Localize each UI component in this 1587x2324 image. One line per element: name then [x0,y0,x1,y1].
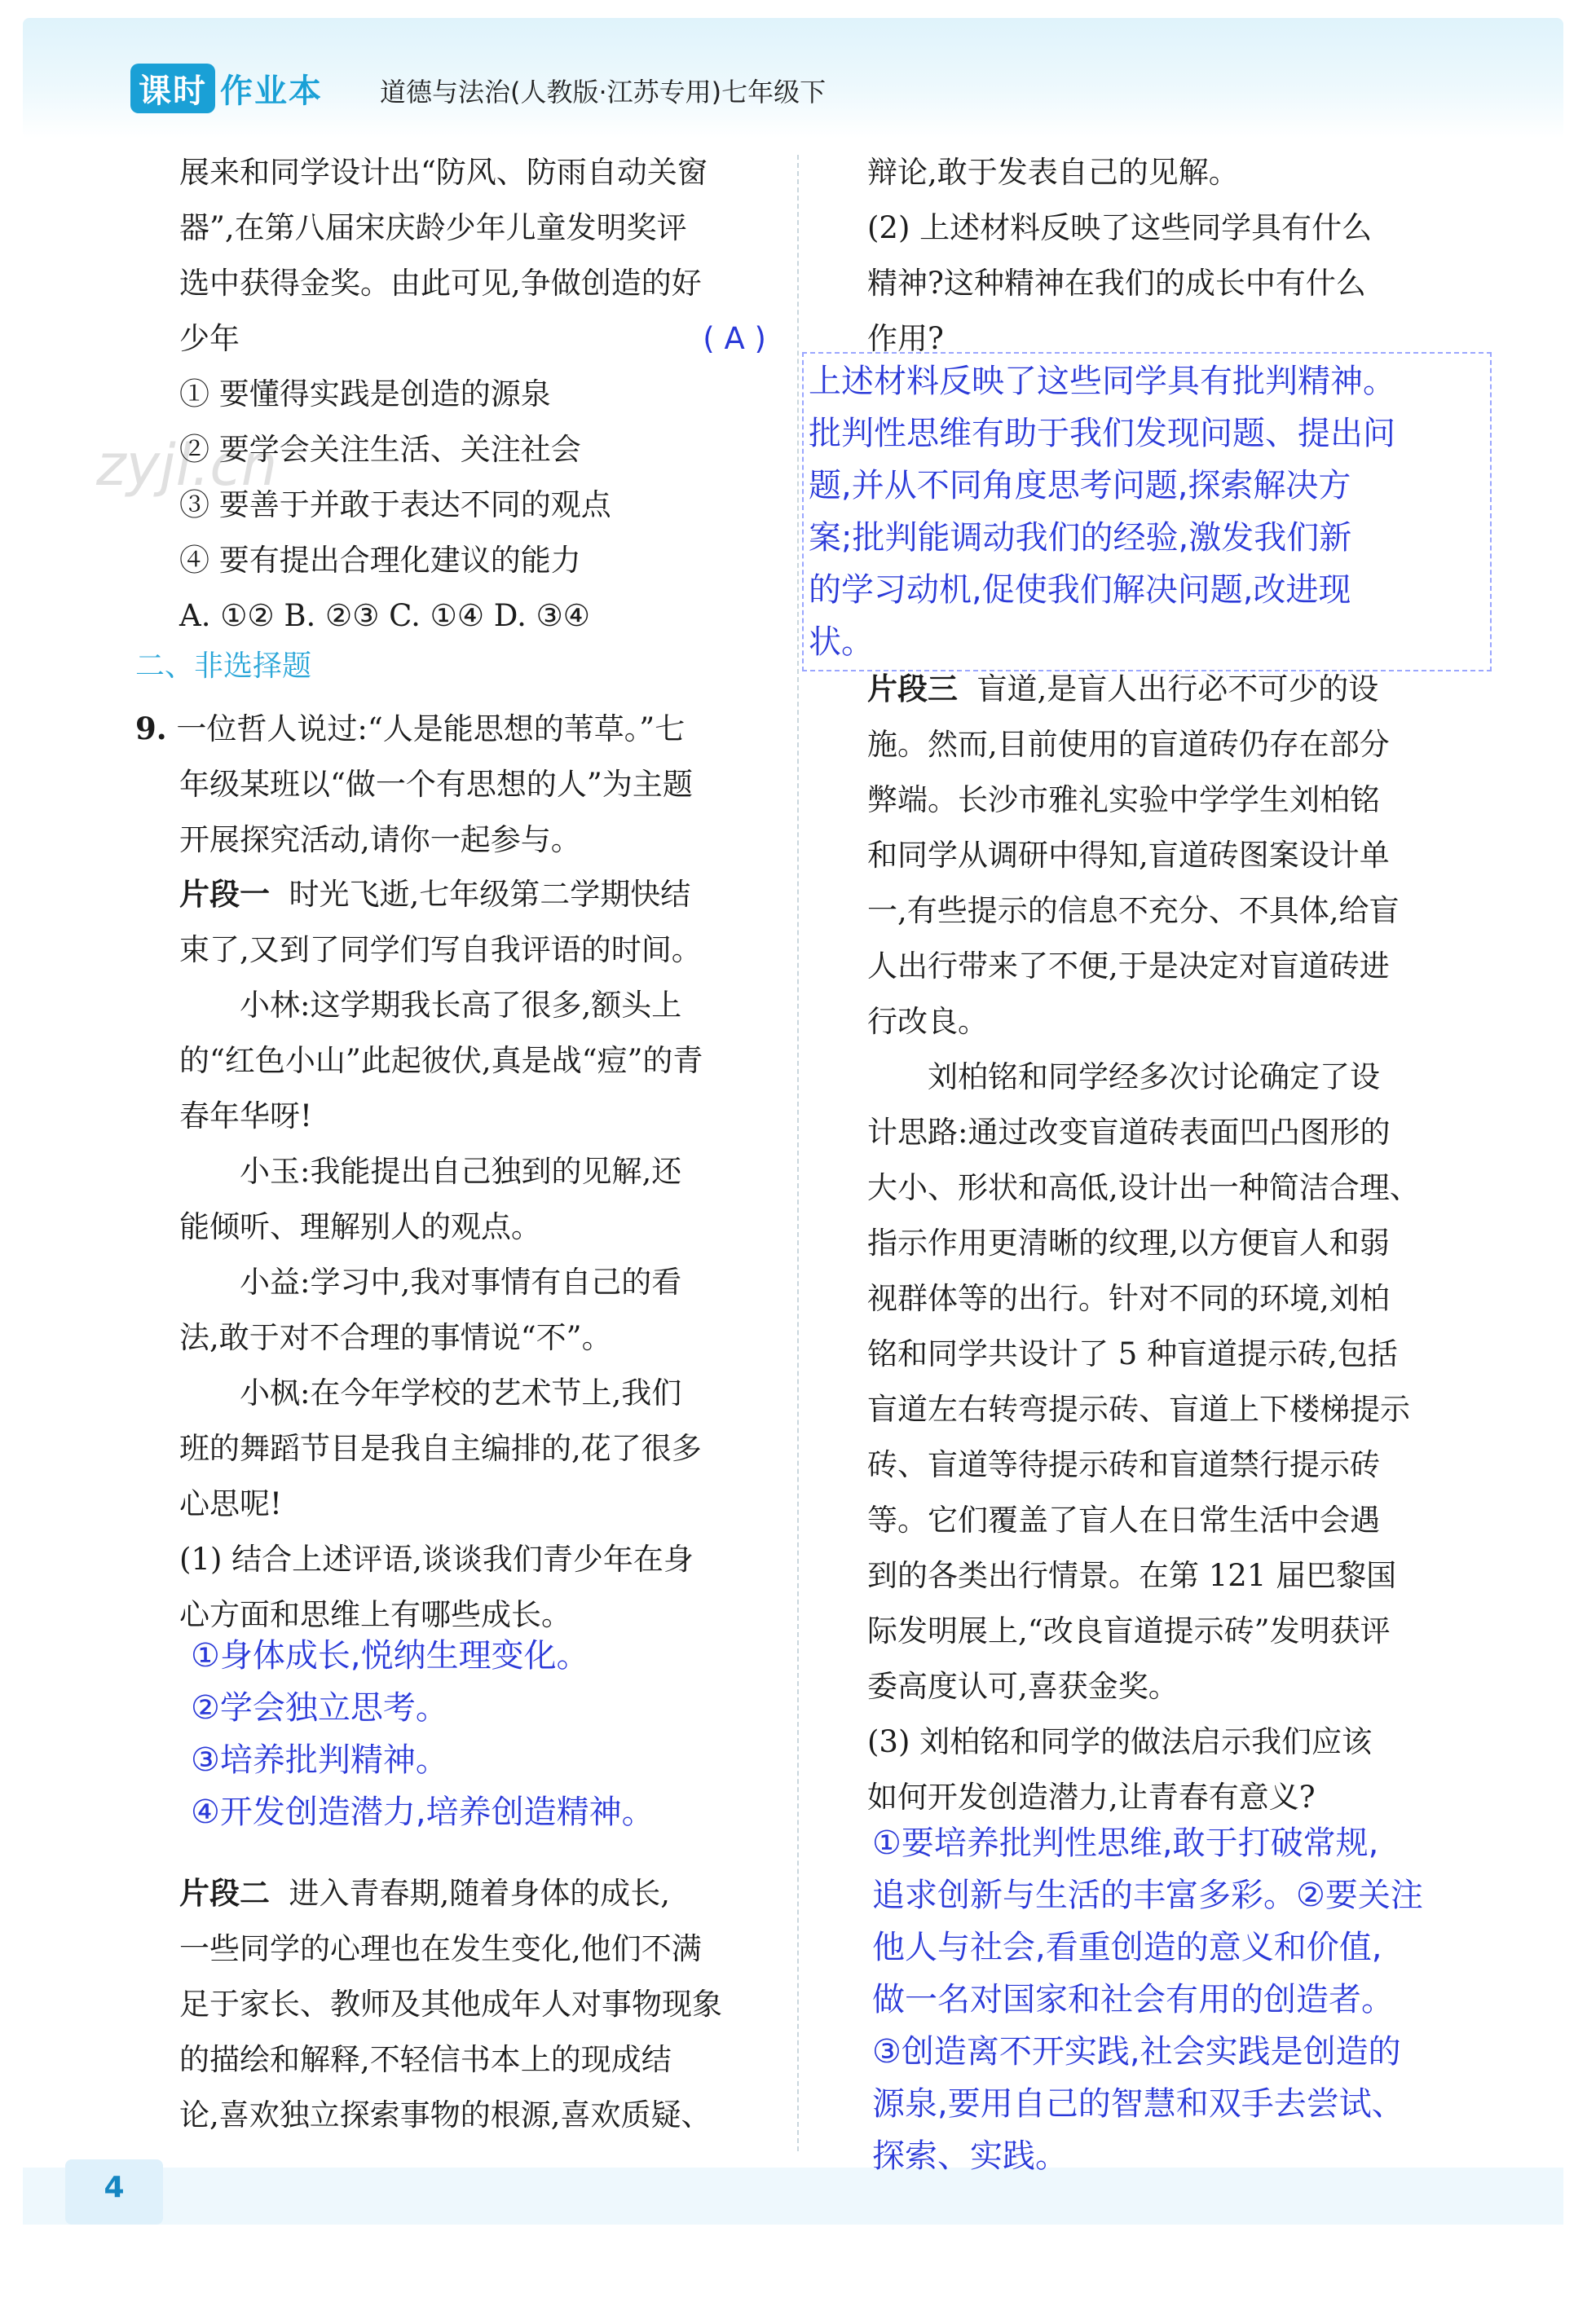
answer-1-line: ②学会独立思考。 [191,1689,448,1727]
frag3-para2-line: 际发明展上,“改良盲道提示砖”发明获评 [867,1613,1391,1648]
feng-line: 心思呢! [179,1486,282,1521]
frag2-line: 足于家长、教师及其他成年人对事物现象 [179,1987,722,2022]
q8-option: ② 要学会关注生活、关注社会 [179,432,581,467]
right-top-line: (2) 上述材料反映了这些同学具有什么 [867,210,1373,245]
frag3-para2-line: 委高度认可,喜获金奖。 [867,1669,1179,1704]
section-title: 二、非选择题 [135,649,312,683]
frag2-text: 进入青春期,随着身体的成长, [289,1876,671,1911]
book-subtitle: 道德与法治(人教版·江苏专用)七年级下 [380,77,827,108]
column-divider [797,155,799,2151]
right-top [867,145,1470,367]
frag1-text: 时光飞逝,七年级第二学期快结 [289,877,691,912]
frag3-para2-line: 等。它们覆盖了盲人在日常生活中会遇 [867,1503,1380,1538]
sub1-line: 心方面和思维上有哪些成长。 [179,1597,571,1632]
frag2-line: 论,喜欢独立探索事物的根源,喜欢质疑、 [179,2097,712,2133]
sub3-line: 如何开发创造潜力,让青春有意义? [867,1780,1316,1815]
frag2-line [179,1866,766,1921]
answer-1 [191,1630,761,1838]
answer-1-line: ④开发创造潜力,培养创造精神。 [191,1794,655,1831]
frag3-para2-line: 指示作用更清晰的纹理,以方便盲人和弱 [867,1226,1390,1261]
frag3-para2-line: 大小、形状和高低,设计出一种简洁合理、 [867,1170,1420,1205]
q8-last: 少年 [179,321,240,356]
sub1-line: (1) 结合上述评语,谈谈我们青少年在身 [179,1542,694,1577]
sub3-line: (3) 刘柏铭和同学的做法启示我们应该 [867,1724,1373,1759]
frag3-para2-line: 刘柏铭和同学经多次讨论确定了设 [928,1059,1380,1094]
fragment-3 [867,662,1470,1825]
q8-option: ④ 要有提出合理化建议的能力 [179,543,581,578]
frag3-line: 行改良。 [867,1004,988,1039]
frag1-title: 片段一 [179,877,270,912]
left-column [179,145,766,644]
q8-choices: A. ①② B. ②③ C. ①④ D. ③④ [179,598,590,633]
frag3-text: 盲道,是盲人出行必不可少的设 [976,671,1379,706]
frag3-line [867,662,1470,717]
yu-line: 能倾听、理解别人的观点。 [179,1209,541,1244]
answer-2-line: 题,并从不同角度思考问题,探索解决方 [809,467,1351,504]
frag3-para2-line: 视群体等的出行。针对不同的环境,刘柏 [867,1281,1390,1316]
q9-block [135,701,771,868]
q8-option: ① 要懂得实践是创造的源泉 [179,376,551,412]
q9-number: 9. [135,711,167,746]
right-top-line: 作用? [867,321,944,356]
answer-3-line: 追求创新与生活的丰富多彩。②要关注 [872,1877,1423,1914]
yu-line: 小玉:我能提出自己独到的见解,还 [240,1154,682,1189]
frag3-line: 施。然而,目前使用的盲道砖仍存在部分 [867,727,1390,762]
frag3-line: 一,有些提示的信息不充分、不具体,给盲 [867,893,1400,928]
answer-3 [872,1817,1508,2182]
frag1-line [179,867,766,922]
frag3-para2-line: 砖、盲道等待提示砖和盲道禁行提示砖 [867,1447,1380,1482]
q8-line: 选中获得金奖。由此可见,争做创造的好 [179,266,702,301]
frag1-line: 束了,又到了同学们写自我评语的时间。 [179,932,702,967]
page-number: 4 [104,2171,125,2204]
answer-1-line: ③培养批判精神。 [191,1741,448,1779]
q8-answer: ( A ) [703,321,766,356]
fragment-1 [179,867,766,1643]
frag2-line: 一些同学的心理也在发生变化,他们不满 [179,1931,702,1966]
q8-last-line [179,311,766,367]
feng-line: 小枫:在今年学校的艺术节上,我们 [240,1375,682,1411]
frag3-line: 人出行带来了不便,于是决定对盲道砖进 [867,949,1390,984]
frag3-para2-line: 计思路:通过改变盲道砖表面凹凸图形的 [867,1115,1391,1150]
yi-line: 法,敢于对不合理的事情说“不”。 [179,1320,612,1355]
q8-line: 展来和同学设计出“防风、防雨自动关窗 [179,155,708,190]
feng-line: 班的舞蹈节目是我自主编排的,花了很多 [179,1431,702,1466]
q9-line: 年级某班以“做一个有思想的人”为主题 [179,767,693,802]
right-top-line: 精神?这种精神在我们的成长中有什么 [867,266,1366,301]
answer-1-line: ①身体成长,悦纳生理变化。 [191,1637,589,1675]
answer-2-line: 上述材料反映了这些同学具有批判精神。 [809,363,1395,400]
right-top-line: 辩论,敢于发表自己的见解。 [867,155,1239,190]
frag2-title: 片段二 [179,1876,270,1911]
answer-2-line: 状。 [809,623,874,661]
answer-3-line: 做一名对国家和社会有用的创造者。 [872,1981,1394,2018]
lin-line: 的“红色小山”此起彼伏,真是战“痘”的青 [179,1043,703,1078]
q8-line: 器”,在第八届宋庆龄少年儿童发明奖评 [179,210,687,245]
frag3-line: 和同学从调研中得知,盲道砖图案设计单 [867,838,1390,873]
answer-3-line: 他人与社会,看重创造的意义和价值, [872,1929,1382,1966]
answer-3-line: 源泉,要用自己的智慧和双手去尝试、 [872,2085,1404,2123]
lin-line: 春年华呀! [179,1098,312,1133]
frag3-line: 弊端。长沙市雅礼实验中学学生刘柏铭 [867,782,1380,817]
answer-2 [802,352,1492,671]
answer-2-line: 批判性思维有助于我们发现问题、提出问 [809,415,1395,452]
q9-line: 开展探究活动,请你一起参与。 [179,822,581,857]
q8-option: ③ 要善于并敢于表达不同的观点 [179,487,611,522]
frag2-line: 的描绘和解释,不轻信书本上的现成结 [179,2042,672,2077]
yi-line: 小益:学习中,我对事情有自己的看 [240,1265,682,1300]
answer-3-line: ①要培养批判性思维,敢于打破常规, [872,1824,1379,1862]
page-number-badge [65,2159,163,2233]
book-logo [130,64,323,112]
frag3-para2-line: 到的各类出行情景。在第 121 届巴黎国 [867,1558,1397,1593]
frag3-para2-line: 铭和同学共设计了 5 种盲道提示砖,包括 [867,1336,1398,1371]
q9-text: 一位哲人说过:“人是能思想的苇草。”七 [176,711,685,746]
frag3-para2-line: 盲道左右转弯提示砖、盲道上下楼梯提示 [867,1392,1410,1427]
lin-line: 小林:这学期我长高了很多,额头上 [240,988,682,1023]
logo-box: 课时 [130,64,215,113]
answer-3-line: 探索、实践。 [872,2137,1068,2175]
q9-line [135,701,771,757]
fragment-2 [179,1866,766,2143]
logo-word: 作业本 [220,72,323,110]
watermark: zyjl.cn [96,432,278,499]
answer-2-line: 的学习动机,促使我们解决问题,改进现 [809,571,1351,609]
answer-2-line: 案;批判能调动我们的经验,激发我们新 [809,519,1352,557]
answer-3-line: ③创造离不开实践,社会实践是创造的 [872,2033,1401,2071]
frag3-title: 片段三 [867,671,958,706]
